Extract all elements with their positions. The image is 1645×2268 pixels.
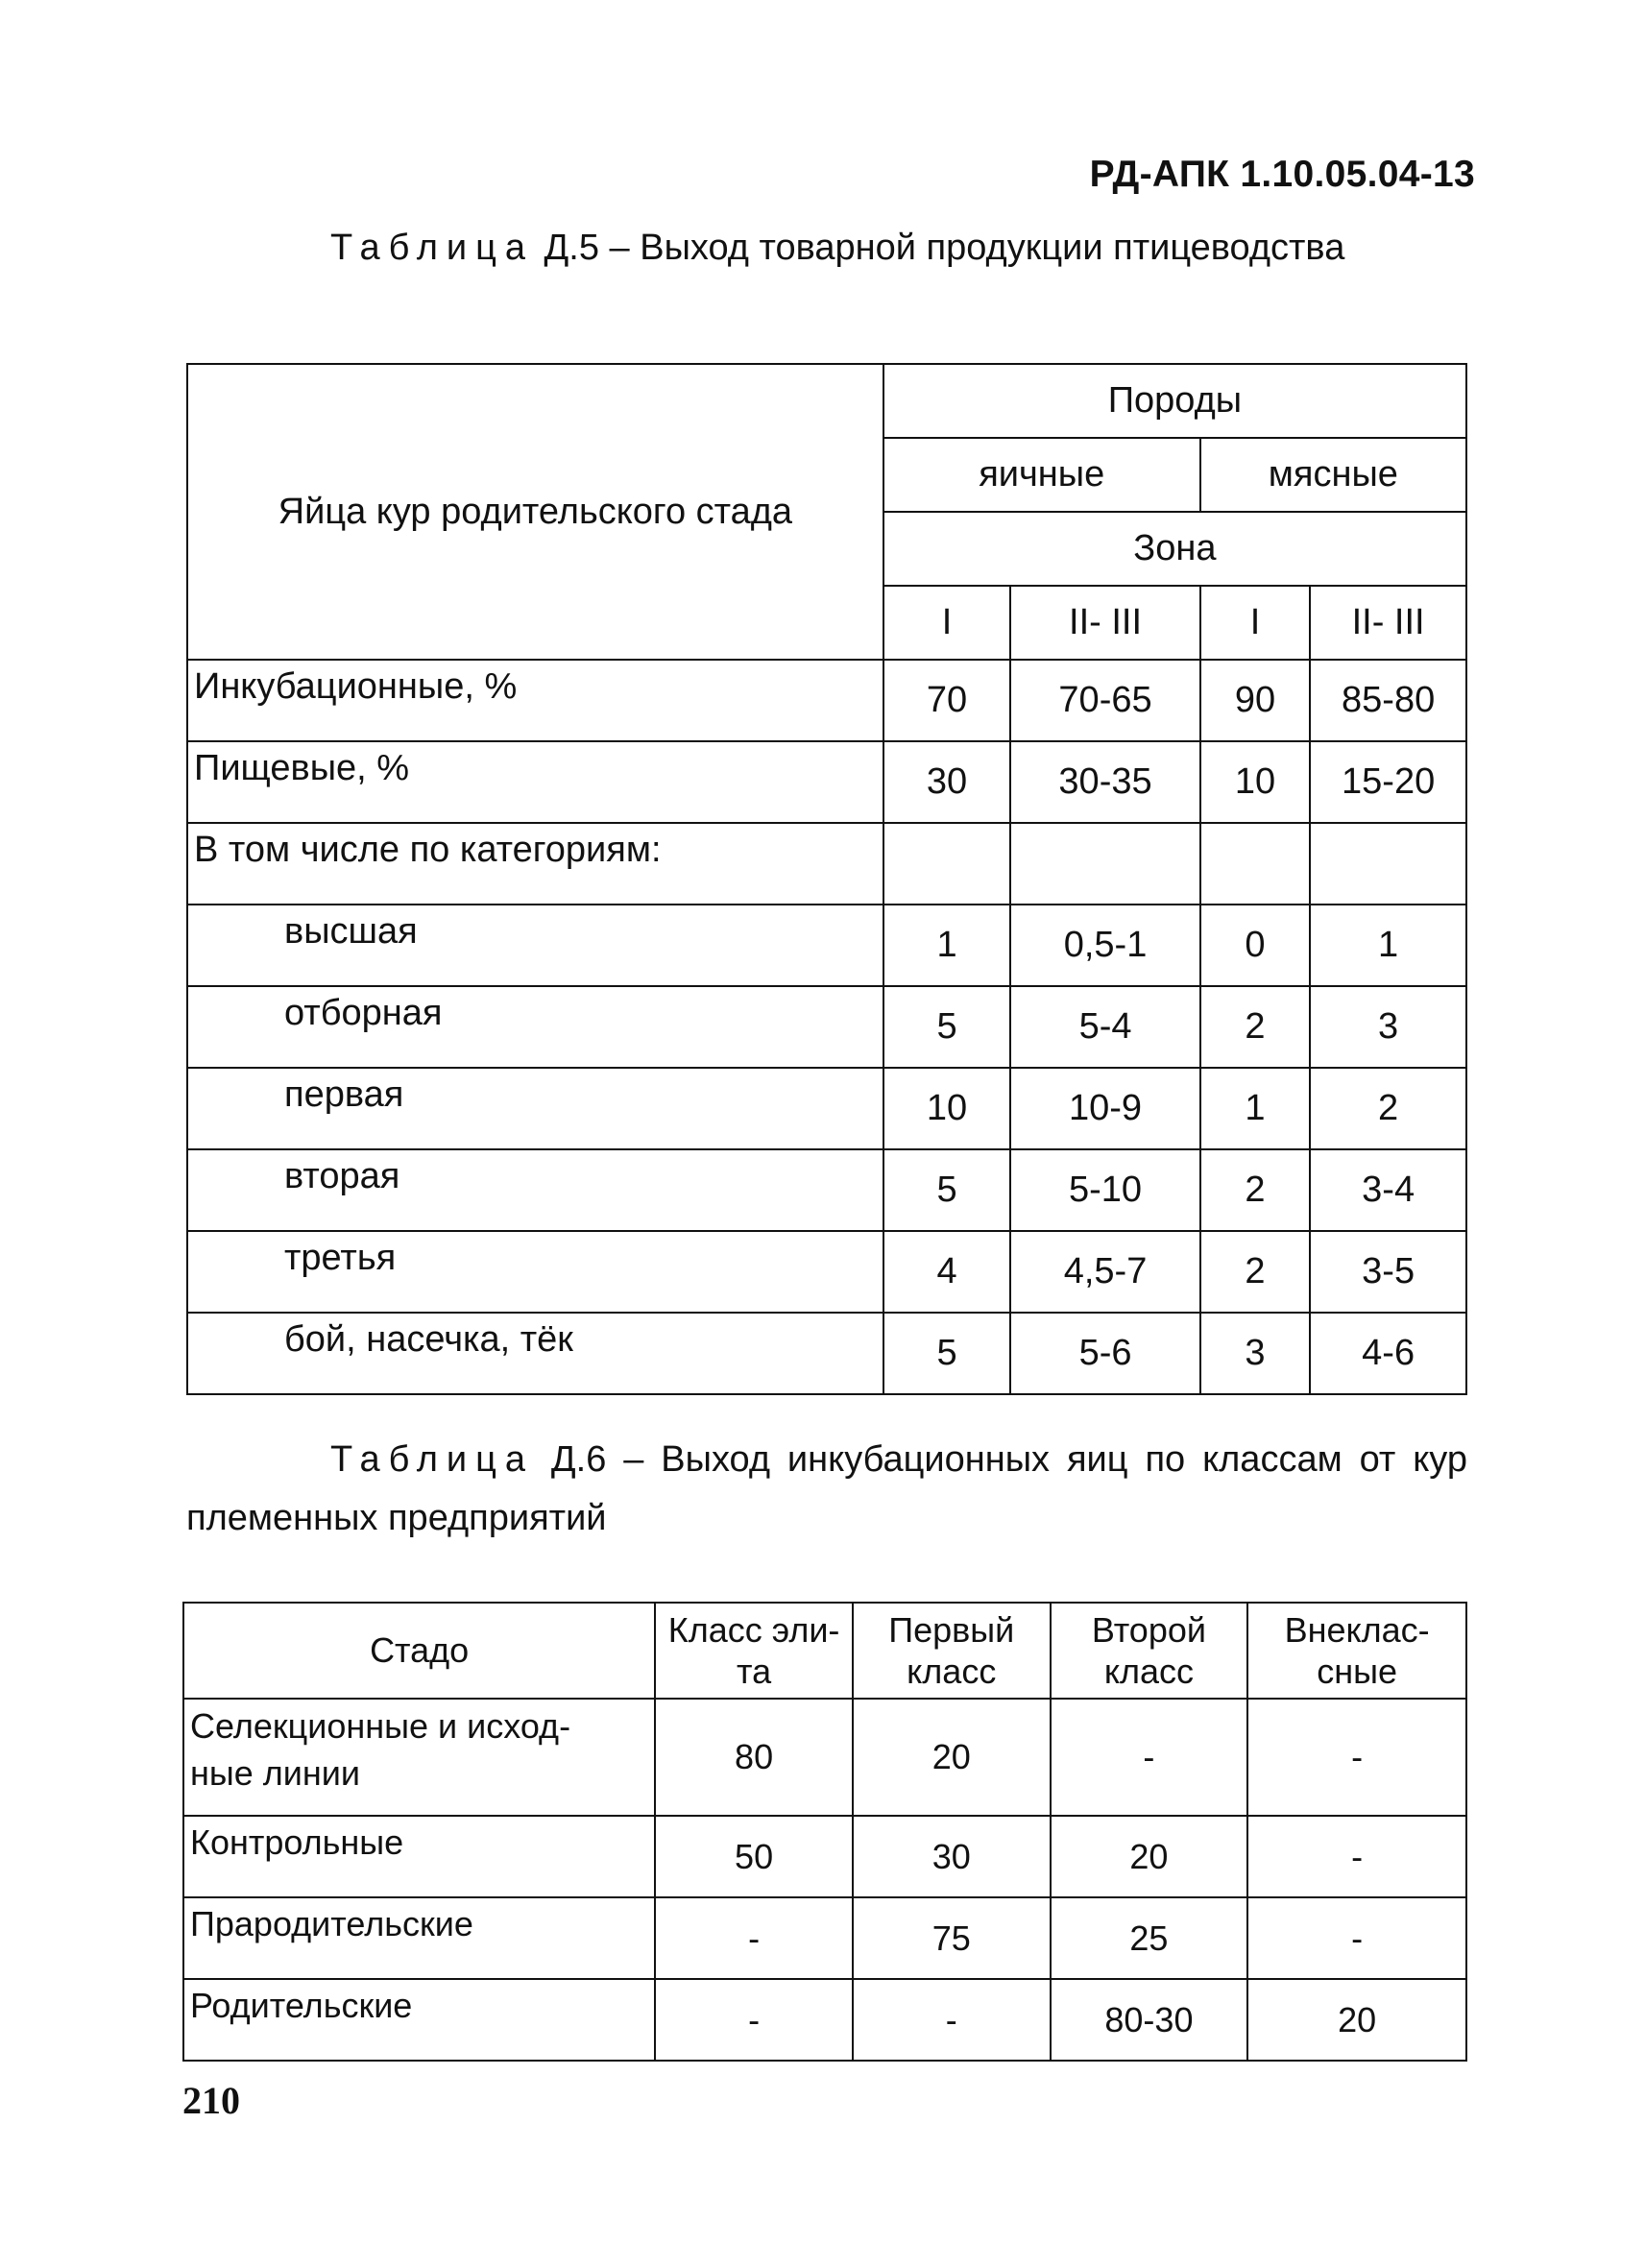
header-line: Класс эли- [667, 1609, 840, 1650]
table-cell: 5 [883, 1149, 1011, 1231]
table-cell: 75 [853, 1897, 1051, 1979]
table-cell: - [1247, 1699, 1466, 1816]
table-d5-zone-header: Зона [883, 512, 1466, 586]
table-row [183, 1897, 1466, 1979]
table-d5-breed-header: мясные [1200, 438, 1466, 512]
table-cell [1310, 823, 1466, 905]
table-d6-header-cell [183, 1603, 655, 1699]
table-row-label: Контрольные [183, 1816, 655, 1897]
table-cell: - [853, 1979, 1051, 2061]
table-cell: 4 [883, 1231, 1011, 1313]
table-cell: 2 [1200, 1149, 1311, 1231]
table-d5-zone-cell: I [883, 586, 1011, 660]
header-line: класс [907, 1652, 997, 1691]
header-line: Внеклас- [1284, 1609, 1430, 1650]
header-line: Второй [1091, 1609, 1206, 1650]
table-d5-header-row [187, 364, 1466, 438]
page-number: 210 [182, 2079, 240, 2122]
table-cell: 10 [1200, 741, 1311, 823]
table-row-label: вторая [187, 1149, 883, 1231]
table-cell: 5-6 [1010, 1313, 1199, 1394]
table-d6-caption [186, 1431, 1467, 1548]
table-cell: 2 [1200, 1231, 1311, 1313]
table-cell: - [1247, 1816, 1466, 1897]
table-d6-caption-label: Таблица [330, 1439, 534, 1480]
table-cell: 5-4 [1010, 986, 1199, 1068]
header-line: класс [1103, 1652, 1195, 1691]
table-row-label: высшая [187, 905, 883, 986]
table-cell: 10-9 [1010, 1068, 1199, 1149]
document-code: РД-АПК 1.10.05.04-13 [1089, 154, 1475, 195]
table-d5-caption-label: Таблица [330, 228, 534, 268]
table-row [187, 823, 1466, 905]
table-cell: 0,5-1 [1010, 905, 1199, 986]
table-row [187, 1231, 1466, 1313]
table-cell: 90 [1200, 660, 1311, 741]
table-d6-header-cell [1051, 1603, 1248, 1699]
table-cell: - [1247, 1897, 1466, 1979]
table-cell: 1 [1310, 905, 1466, 986]
table-row [187, 1313, 1466, 1394]
header-line: Стадо [370, 1630, 470, 1671]
label-line: ные линии [190, 1752, 360, 1793]
table-d6-header-cell [655, 1603, 853, 1699]
table-cell: 80-30 [1051, 1979, 1248, 2061]
table-row-label: бой, насечка, тёк [187, 1313, 883, 1394]
table-row [183, 1816, 1466, 1897]
table-cell: 15-20 [1310, 741, 1466, 823]
table-cell: 3 [1310, 986, 1466, 1068]
table-row [187, 1068, 1466, 1149]
table-cell: 3-5 [1310, 1231, 1466, 1313]
header-line: та [737, 1652, 772, 1691]
table-cell: 30-35 [1010, 741, 1199, 823]
table-cell: 50 [655, 1816, 853, 1897]
table-row-label: первая [187, 1068, 883, 1149]
table-row-label [183, 1699, 655, 1816]
table-cell [1200, 823, 1311, 905]
table-row-label: Пищевые, % [187, 741, 883, 823]
table-row [187, 986, 1466, 1068]
table-cell: 0 [1200, 905, 1311, 986]
label-line: Селекционные и исход- [190, 1706, 571, 1746]
table-d5-zone-cell: I [1200, 586, 1311, 660]
table-cell: 2 [1200, 986, 1311, 1068]
table-cell: 85-80 [1310, 660, 1466, 741]
table-row [183, 1699, 1466, 1816]
table-d6-caption-text: Д.6 – Выход инкубационных яиц по классам от кур племенных предприятий [186, 1439, 1467, 1538]
table-cell: 30 [853, 1816, 1051, 1897]
header-line: Первый [888, 1609, 1015, 1650]
table-cell: 10 [883, 1068, 1011, 1149]
table-row [187, 741, 1466, 823]
table-cell: 4,5-7 [1010, 1231, 1199, 1313]
table-cell: - [655, 1979, 853, 2061]
table-d6-header-cell [853, 1603, 1051, 1699]
table-cell: 4-6 [1310, 1313, 1466, 1394]
table-d5-caption-text: Д.5 – Выход товарной продукции птицеводства [534, 228, 1345, 268]
table-d5-breed-header: яичные [883, 438, 1200, 512]
table-d5 [186, 363, 1467, 1395]
table-row-label: отборная [187, 986, 883, 1068]
table-cell: 3 [1200, 1313, 1311, 1394]
table-d6-header-row [183, 1603, 1466, 1699]
table-cell: 3-4 [1310, 1149, 1466, 1231]
table-row-label: В том числе по категориям: [187, 823, 883, 905]
table-row-label: Родительские [183, 1979, 655, 2061]
table-cell: 5 [883, 986, 1011, 1068]
table-cell: 30 [883, 741, 1011, 823]
table-row [183, 1979, 1466, 2061]
table-cell: 20 [1051, 1816, 1248, 1897]
table-d6-header-cell [1247, 1603, 1466, 1699]
table-d5-caption [330, 219, 1344, 277]
table-cell: 1 [883, 905, 1011, 986]
table-cell: 1 [1200, 1068, 1311, 1149]
table-cell [883, 823, 1011, 905]
table-d5-row-header: Яйца кур родительского стада [187, 364, 883, 660]
table-row [187, 905, 1466, 986]
table-cell: 80 [655, 1699, 853, 1816]
table-row [187, 660, 1466, 741]
table-d5-zone-cell: II- III [1310, 586, 1466, 660]
table-row-label: Инкубационные, % [187, 660, 883, 741]
header-line: сные [1317, 1652, 1398, 1691]
table-cell: 5-10 [1010, 1149, 1199, 1231]
table-d6 [182, 1602, 1467, 2062]
table-row-label: Прародительские [183, 1897, 655, 1979]
table-cell [1010, 823, 1199, 905]
table-cell: - [655, 1897, 853, 1979]
table-cell: 20 [1247, 1979, 1466, 2061]
table-d5-group-header: Породы [883, 364, 1466, 438]
table-cell: 20 [853, 1699, 1051, 1816]
table-cell: 5 [883, 1313, 1011, 1394]
table-cell: 2 [1310, 1068, 1466, 1149]
table-cell: - [1051, 1699, 1248, 1816]
table-row-label: третья [187, 1231, 883, 1313]
table-row [187, 1149, 1466, 1231]
table-cell: 70 [883, 660, 1011, 741]
table-d5-zone-cell: II- III [1010, 586, 1199, 660]
table-cell: 70-65 [1010, 660, 1199, 741]
table-cell: 25 [1051, 1897, 1248, 1979]
